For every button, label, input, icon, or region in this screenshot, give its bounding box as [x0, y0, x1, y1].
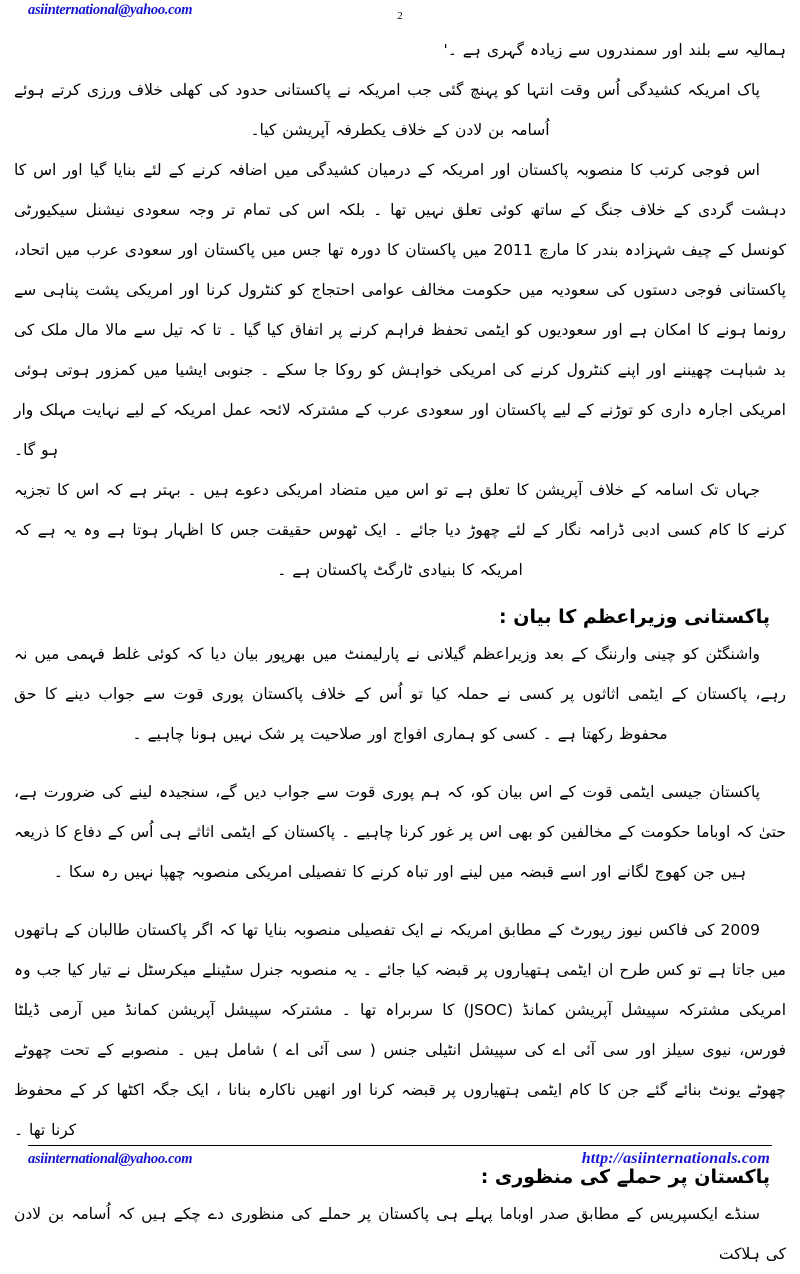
paragraph-3: اس فوجی کرتب کا منصوبہ پاکستان اور امریکہ کے درمیان کشیدگی میں اضافہ کرنے کے لئے بنایا گیا اور اس کا دہشت گردی کے خلاف جنگ کے ساتھ کوئی تعلق نہیں تھا ۔ بلکہ اس کی تمام تر وجہ سعودی نیشنل سیکیورٹی کونسل کے چیف شہزادہ بندر کا مارچ 2011 میں پاکستان کا دورہ تھا جس میں پاکستان اور سعودی عرب میں اتحاد، پاکستانی فوجی دستوں کی سعودیہ میں حکومت مخالف عوامی احتجاج کو کنٹرول کرنا اور امریکی پشت پناہی سے رونما ہونے کا امکان ہے اور سعودیوں کو ایٹمی تحفظ فراہم کرنے پر اتفاق کیا گیا ۔ تا کہ تیل سے مالا مال ملک کی بد شباہت چھیننے اور اپنے کنٹرول کرنے کی امریکی خواہش کو روکا جا سکے ۔ جنوبی ایشیا میں کمزور ہوتی ہوئی امریکی اجارہ داری کو توڑنے کے لیے پاکستان اور سعودی عرب کے مشترکہ لائحہ عمل امریکہ کے لیے نہایت مہلک وار ہو گا۔: [14, 161, 786, 459]
footer-website-url[interactable]: http://asiinternationals.com: [581, 1150, 770, 1167]
page-footer: [0, 1145, 800, 1200]
spacer: [14, 590, 786, 600]
paragraph-2: پاک امریکہ کشیدگی اُس وقت انتہا کو پہنچ گئی جب امریکہ نے پاکستانی حدود کی کھلی خلاف ورزی کرتے ہوئے اُسامہ بن لادن کے خلاف یکطرفہ آپریشن کیا۔: [14, 81, 760, 139]
paragraph-8: سنڈے ایکسپریس کے مطابق صدر اوباما پہلے ہی پاکستان پر حملے کی منظوری دے چکے ہیں کہ اُسامہ بن لادن کی ہلاکت: [14, 1205, 786, 1263]
spacer: [14, 892, 786, 910]
heading-pm-statement: پاکستانی وزیراعظم کا بیان :: [499, 606, 770, 628]
paragraph-1: ہمالیہ سے بلند اور سمندروں سے زیادہ گہری ہے ۔': [443, 41, 786, 59]
page-header: [0, 0, 800, 30]
paragraph-7: 2009 کی فاکس نیوز رپورٹ کے مطابق امریکہ نے ایک تفصیلی منصوبہ بنایا تھا کہ اگر پاکستان طالبان کے ہاتھوں میں جاتا ہے تو کس طرح ان ایٹمی ہتھیاروں پر قبضہ کیا جائے ۔ یہ منصوبہ جنرل سٹینلے میکرسٹل نے تیار کیا جب وہ امریکی مشترکہ سپیشل آپریشن کمانڈ (JSOC) کا سربراہ تھا ۔ مشترکہ سپیشل آپریشن کمانڈ میں آرمی ڈیلٹا فورس، نیوی سیلز اور سی آئی اے کی سپیشل انٹیلی جنس ( سی آئی اے ) شامل ہیں ۔ منصوبے کے تحت چھوٹے چھوٹے یونٹ بنائے گئے جن کا کام ایٹمی ہتھیاروں پر قبضہ کرنا اور انھیں ناکارہ بنانا ، ایک جگہ اکٹھا کر کے محفوظ کرنا تھا ۔: [14, 921, 786, 1139]
paragraph-5: واشنگٹن کو چینی وارننگ کے بعد وزیراعظم گیلانی نے پارلیمنٹ میں بھرپور بیان دیا کہ کوئی غلط فہمی میں نہ رہے، پاکستان کے ایٹمی اثاثوں پر کسی نے حملہ کیا تو اُس کے خلاف پاکستان پوری قوت سے جواب دینے کا حق محفوظ رکھتا ہے ۔ کسی کو ہماری افواج اور صلاحیت پر شک نہیں ہونا چاہیے ۔: [14, 645, 786, 743]
header-email-address[interactable]: asiinternational@yahoo.com: [28, 2, 193, 18]
footer-divider: [28, 1145, 772, 1146]
page-number: 2: [397, 10, 403, 22]
heading-attack-approval: پاکستان پر حملے کی منظوری :: [480, 1166, 770, 1188]
paragraph-4: جہاں تک اسامہ کے خلاف آپریشن کا تعلق ہے تو اس میں متضاد امریکی دعوے ہیں ۔ بہتر ہے کہ اس کا تجزیہ کرنے کا کام کسی ادبی ڈرامہ نگار کے لئے چھوڑ دیا جائے ۔ ایک ٹھوس حقیقت جس کا اظہار ہوتا ہے وہ یہ ہے کہ امریکہ کا بنیادی ٹارگٹ پاکستان ہے ۔: [14, 481, 786, 579]
paragraph-6: پاکستان جیسی ایٹمی قوت کے اس بیان کو، کہ ہم پوری قوت سے جواب دیں گے، سنجیدہ لینے کی ضرورت ہے، حتیٰ کہ اوباما حکومت کے مخالفین کو بھی اس پر غور کرنا چاہیے ۔ پاکستان کے ایٹمی اثاثے ہی اُس کے دفاع کا ذریعہ ہیں جن کھوج لگانے اور اسے قبضہ میں لینے اور تباہ کرنے کا تفصیلی امریکی منصوبہ چھپا نہیں رہ سکا ۔: [14, 783, 786, 881]
spacer: [14, 754, 786, 772]
footer-email-address[interactable]: asiinternational@yahoo.com: [28, 1151, 193, 1167]
